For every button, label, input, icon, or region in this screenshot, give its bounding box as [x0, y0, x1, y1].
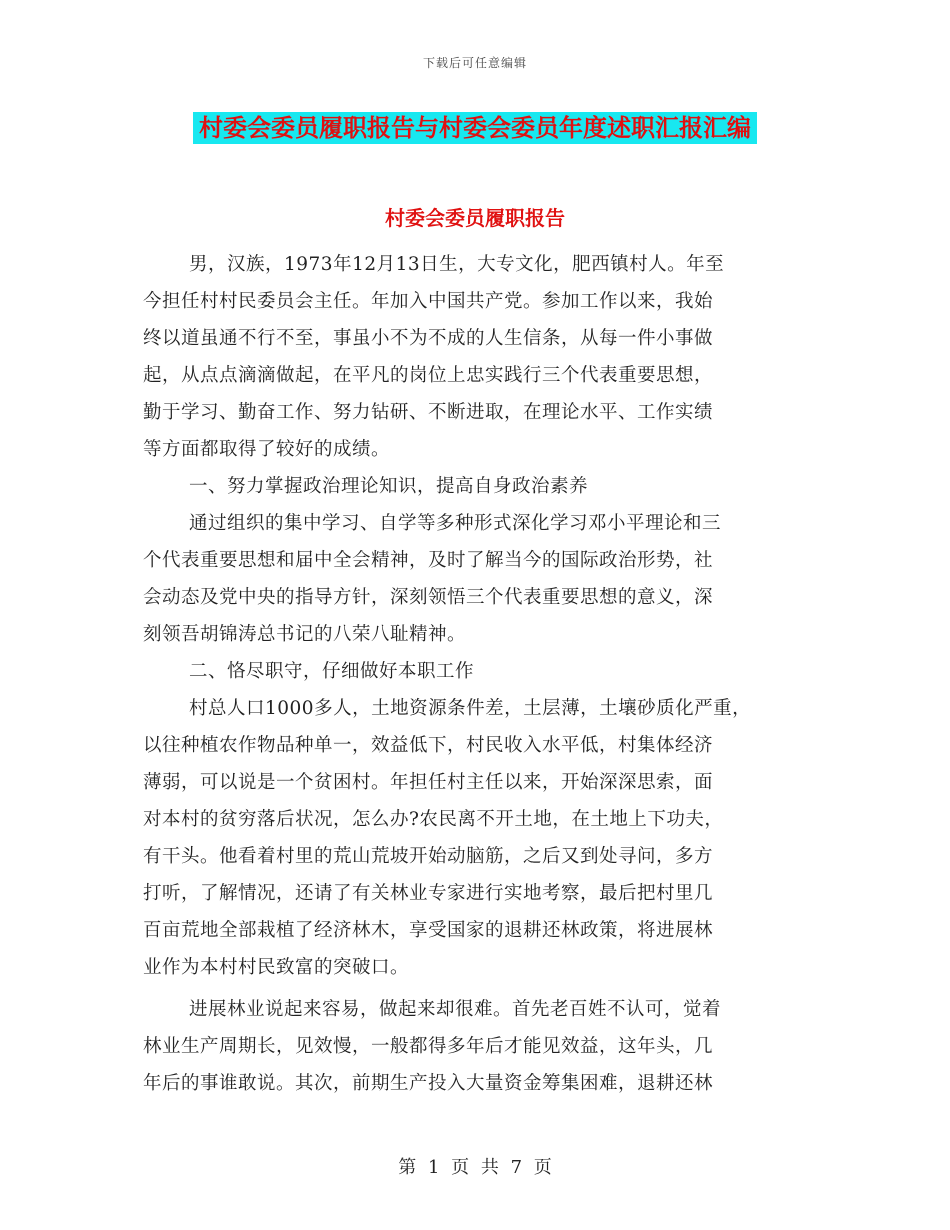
text-line: 一、努力掌握政治理论知识，提高自身政治素养: [189, 476, 589, 497]
paragraph: [143, 505, 815, 653]
text-line: 进展林业说起来容易，做起来却很难。首先老百姓不认可，觉着: [189, 999, 722, 1020]
text-line: 百亩荒地全部栽植了经济林木，享受国家的退耕还林政策，将进展林: [143, 920, 714, 941]
section-heading: [143, 468, 815, 505]
text-line: 终以道虽通不行不至，事虽小不为不成的人生信条，从每一件小事做: [143, 328, 714, 349]
text-line: 薄弱，可以说是一个贫困村。年担任村主任以来，开始深深思索，面: [143, 772, 714, 793]
section-title: 村委会委员履职报告: [385, 206, 565, 230]
text-line: 今担任村村民委员会主任。年加入中国共产党。参加工作以来，我始: [143, 291, 714, 312]
text-line: 村总人口1000多人，土地资源条件差，土层薄，土壤砂质化严重，: [189, 698, 752, 719]
text-line: 等方面都取得了较好的成绩。: [143, 439, 391, 460]
section-heading: [143, 653, 815, 690]
text-line: 以往种植农作物品种单一，效益低下，村民收入水平低，村集体经济: [143, 735, 714, 756]
text-line: 林业生产周期长，见效慢，一般都得多年后才能见效益，这年头，几: [143, 1036, 714, 1057]
text-line: 会动态及党中央的指导方针，深刻领悟三个代表重要思想的意义，深: [143, 587, 714, 608]
text-line: 勤于学习、勤奋工作、努力钻研、不断进取，在理论水平、工作实绩: [143, 402, 714, 423]
text-line: 起，从点点滴滴做起，在平凡的岗位上忠实践行三个代表重要思想，: [143, 365, 714, 386]
body-text: [143, 246, 815, 1102]
text-line: 打听，了解情况，还请了有关林业专家进行实地考察，最后把村里几: [143, 883, 714, 904]
text-line: 男，汉族，1973年12月13日生，大专文化，肥西镇村人。年至: [189, 254, 725, 275]
paragraph: [143, 690, 815, 986]
paragraph: [143, 991, 815, 1102]
text-line: 对本村的贫穷落后状况，怎么办?农民离不开土地，在土地上下功夫，: [143, 809, 724, 830]
paragraph: [143, 246, 815, 468]
document-title: 村委会委员履职报告与村委会委员年度述职汇报汇编: [193, 112, 757, 144]
text-line: 业作为本村村民致富的突破口。: [143, 957, 410, 978]
page-number: 第 1 页 共 7 页: [398, 1157, 552, 1178]
text-line: 刻领吾胡锦涛总书记的八荣八耻精神。: [143, 624, 467, 645]
text-line: 二、恪尽职守，仔细做好本职工作: [189, 661, 475, 682]
text-line: 个代表重要思想和届中全会精神，及时了解当今的国际政治形势，社: [143, 550, 714, 571]
text-line: 有干头。他看着村里的荒山荒坡开始动脑筋，之后又到处寻问，多方: [143, 846, 714, 867]
header-note: 下载后可任意编辑: [422, 56, 527, 70]
text-line: 通过组织的集中学习、自学等多种形式深化学习邓小平理论和三: [189, 513, 722, 534]
text-line: 年后的事谁敢说。其次，前期生产投入大量资金筹集困难，退耕还林: [143, 1073, 714, 1094]
